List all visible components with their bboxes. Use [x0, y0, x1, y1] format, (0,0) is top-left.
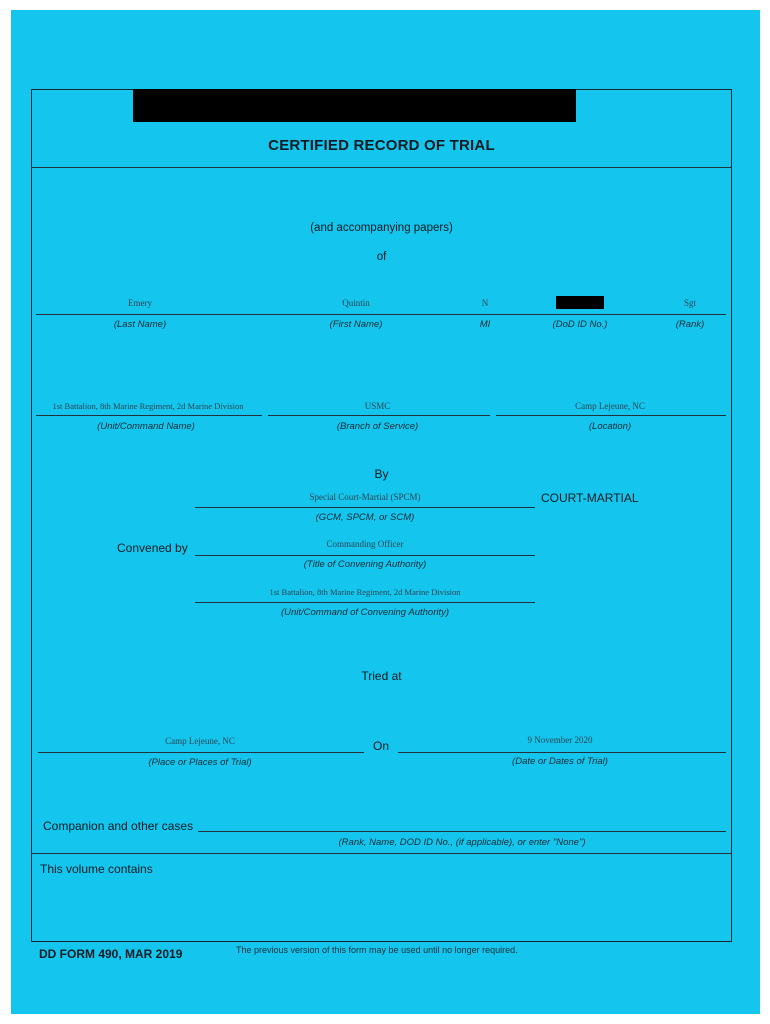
- rank-value: Sgt: [683, 298, 696, 308]
- dod-id-redaction: [556, 296, 604, 309]
- form-number: DD FORM 490, MAR 2019: [39, 947, 183, 961]
- convening-title-line: [195, 555, 535, 556]
- branch-value: USMC: [364, 401, 391, 411]
- companion-cases-line: [198, 831, 726, 832]
- dod-id-caption: (DoD ID No.): [552, 319, 608, 330]
- tried-at-label: Tried at: [361, 669, 402, 683]
- first-name-caption: (First Name): [329, 319, 383, 330]
- court-martial-label: COURT-MARTIAL: [541, 491, 639, 505]
- trial-place-caption: (Place or Places of Trial): [148, 757, 252, 768]
- trial-date-value: 9 November 2020: [527, 735, 593, 745]
- mi-value: N: [481, 298, 489, 308]
- court-type-value: Special Court-Martial (SPCM): [309, 492, 421, 502]
- trial-place-value: Camp Lejeune, NC: [165, 736, 235, 746]
- companion-divider: [31, 853, 732, 854]
- unit-caption: (Unit/Command Name): [97, 421, 195, 432]
- previous-version-note: The previous version of this form may be used until no longer required.: [236, 945, 518, 955]
- first-name-value: Quintin: [342, 298, 370, 308]
- form-title: CERTIFIED RECORD OF TRIAL: [268, 137, 495, 154]
- branch-caption: (Branch of Service): [336, 421, 419, 432]
- header-redaction: [133, 89, 576, 122]
- companion-cases-label: Companion and other cases: [43, 819, 194, 833]
- trial-date-caption: (Date or Dates of Trial): [512, 756, 608, 767]
- convening-unit-line: [195, 602, 535, 603]
- trial-place-line: [38, 752, 364, 753]
- convening-title-caption: (Title of Convening Authority): [303, 559, 427, 570]
- convened-by-label: Convened by: [117, 541, 188, 555]
- unit-line: [36, 415, 262, 416]
- on-label: On: [373, 739, 390, 753]
- rank-caption: (Rank): [675, 319, 705, 330]
- convening-unit-caption: (Unit/Command of Convening Authority): [280, 607, 450, 618]
- by-label: By: [374, 467, 389, 481]
- location-value: Camp Lejeune, NC: [575, 401, 645, 411]
- convening-title-value: Commanding Officer: [326, 539, 404, 549]
- name-line: [36, 314, 726, 315]
- last-name-value: Emery: [128, 298, 152, 308]
- companion-cases-caption: (Rank, Name, DOD ID No., (if applicable), or enter "None"): [338, 837, 586, 848]
- mi-caption: MI: [479, 319, 491, 330]
- court-type-line: [195, 507, 535, 508]
- of-label: of: [376, 251, 387, 263]
- volume-contains-label: This volume contains: [40, 862, 153, 876]
- convening-unit-value: 1st Battalion, 8th Marine Regiment, 2d Marine Division: [269, 587, 461, 597]
- branch-line: [268, 415, 490, 416]
- last-name-caption: (Last Name): [113, 319, 167, 330]
- location-caption: (Location): [588, 421, 632, 432]
- trial-date-line: [398, 752, 726, 753]
- title-divider: [31, 167, 732, 168]
- unit-value: 1st Battalion, 8th Marine Regiment, 2d Marine Division: [52, 401, 244, 411]
- location-line: [496, 415, 726, 416]
- court-type-caption: (GCM, SPCM, or SCM): [315, 512, 415, 523]
- accompanying-papers-label: (and accompanying papers): [310, 222, 453, 234]
